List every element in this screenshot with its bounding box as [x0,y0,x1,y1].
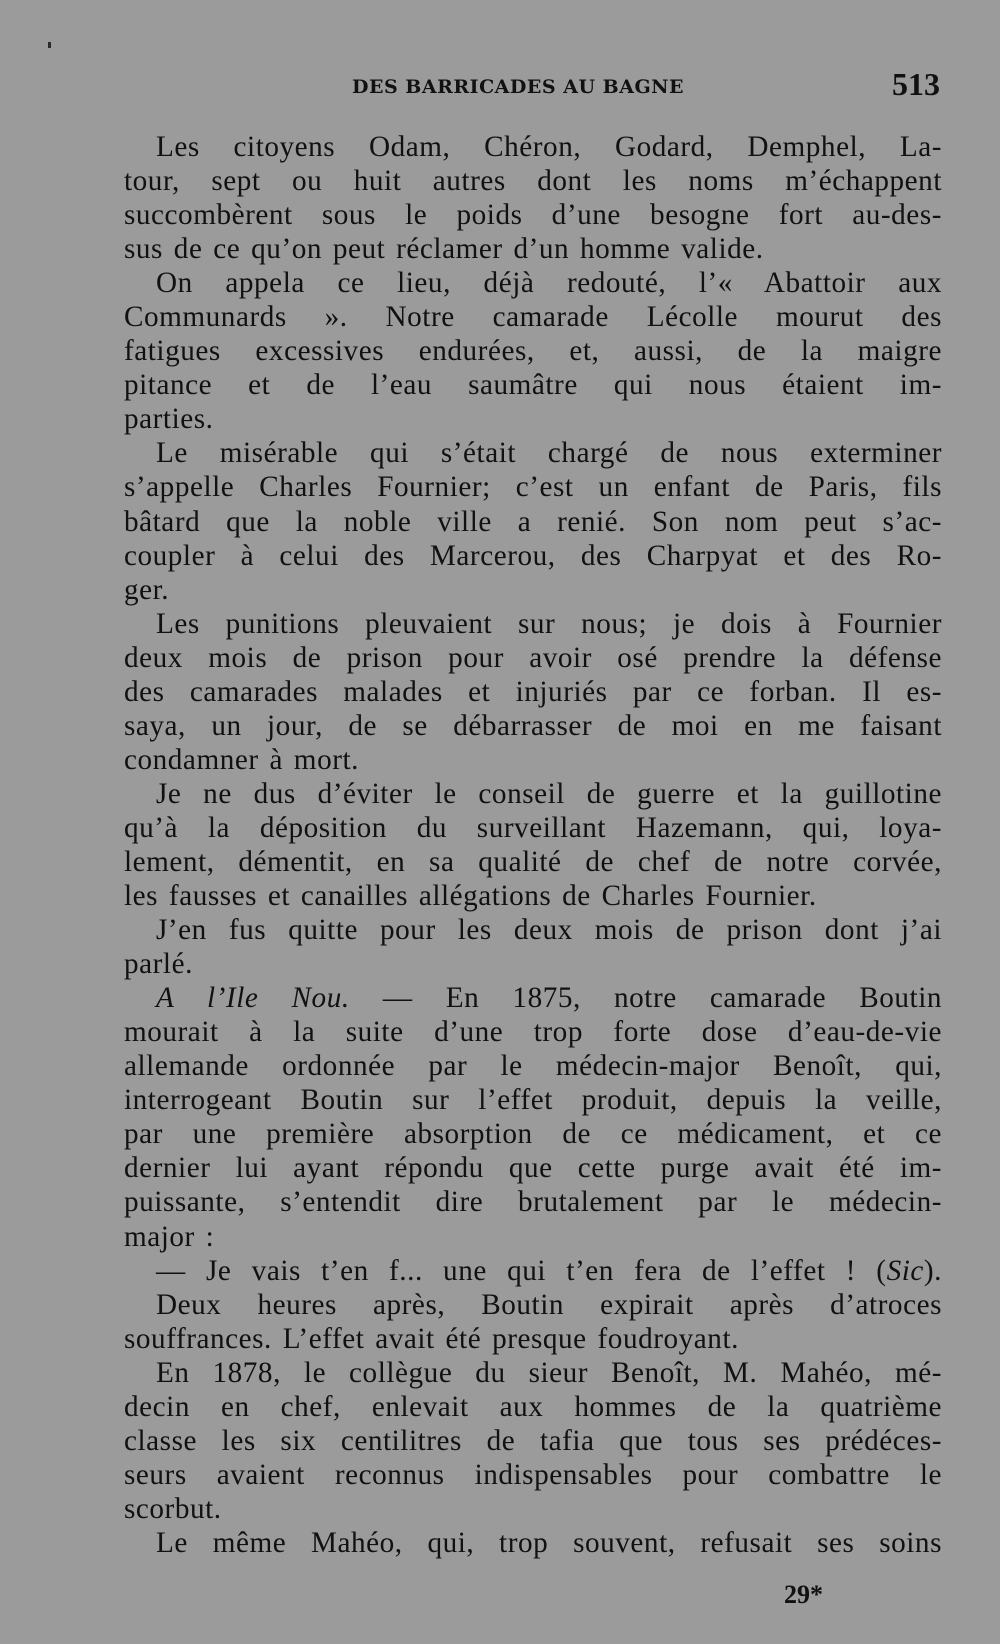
running-title: DES BARRICADES AU BAGNE [352,76,685,98]
line-text: J’en fus quitte pour les deux mois de prison dont j’ai [156,914,942,947]
line-text: Le misérable qui s’était chargé de nous exterminer [156,437,942,470]
line-text: pitance et de l’eau saumâtre qui nous étaient im- [124,369,942,402]
line-text: decin en chef, enlevait aux hommes de la quatrième [124,1390,942,1423]
margin-speck [48,42,51,48]
line-text: des camarades malades et injuriés par ce forban. Il es- [124,675,942,708]
line-text: succombèrent sous le poids d’une besogne fort au-des- [124,199,942,232]
text-line [124,913,942,947]
text-line [124,573,942,607]
text-line [124,505,942,539]
text-line [124,981,942,1015]
line-text: En 1878, le collègue du sieur Benoît, M. Mahéo, mé- [156,1356,942,1389]
text-line [124,1083,942,1117]
text-line [124,1390,942,1424]
text-line [124,743,942,777]
line-text: saya, un jour, de se débarrasser de moi en me faisant [124,709,942,742]
body-text [124,130,942,1560]
text-line [124,607,942,641]
line-text: deux mois de prison pour avoir osé prendre la défense [124,641,942,674]
line-text: parlé. [124,948,193,981]
line-text: condamner à mort. [124,743,359,776]
line-text: On appela ce lieu, déjà redouté, l’« Abattoir aux [156,267,942,300]
page-number: 513 [892,66,940,102]
text-line [124,436,942,470]
line-text: Communards ». Notre camarade Lécolle mourut des [124,301,942,334]
text-line [124,947,942,981]
line-text: sus de ce qu’on peut réclamer d’un homme valide. [124,233,764,266]
text-line [124,811,942,845]
text-line [124,675,942,709]
text-line [124,1458,942,1492]
line-text: allemande ordonnée par le médecin-major Benoît, qui, [124,1050,942,1083]
text-line [124,130,942,164]
text-line [124,198,942,232]
running-head [120,66,940,106]
line-text: interrogeant Boutin sur l’effet produit, depuis la veille, [124,1084,942,1117]
text-line [124,164,942,198]
text-line [124,1220,942,1254]
text-line [124,879,942,913]
text-line [124,1151,942,1185]
line-text: major : [124,1220,215,1253]
line-text: — En 1875, notre camarade Boutin [349,982,942,1015]
text-line [124,1185,942,1219]
line-text: tour, sept ou huit autres dont les noms m’échappent [124,165,942,198]
line-text: Le même Mahéo, qui, trop souvent, refusait ses soins [156,1526,942,1559]
line-text: bâtard que la noble ville a renié. Son nom peut s’ac- [124,505,942,538]
line-text: Deux heures après, Boutin expirait après d’atroces [156,1288,942,1321]
line-text: seurs avaient reconnus indispensables pour combattre le [124,1458,942,1491]
line-text: qu’à la déposition du surveillant Hazemann, qui, loya- [124,811,942,844]
text-line [124,641,942,675]
text-line [124,1356,942,1390]
line-text: les fausses et canailles allégations de Charles Fournier. [124,880,817,913]
text-line [124,368,942,402]
line-text: Les punitions pleuvaient sur nous; je dois à Fournier [156,607,942,640]
text-line [124,334,942,368]
line-text: parties. [124,403,214,436]
line-text: coupler à celui des Marcerou, des Charpyat et des Ro- [124,539,942,572]
text-line [124,300,942,334]
line-text: Les citoyens Odam, Chéron, Godard, Demphel, La- [156,131,942,163]
line-text: — Je vais t’en f... une qui t’en fera de l’effet ! ( [156,1254,887,1287]
line-tail: ). [923,1254,942,1287]
text-line [124,1424,942,1458]
line-text: puissante, s’entendit dire brutalement par le médecin- [124,1186,942,1219]
text-line [124,1015,942,1049]
line-text: ger. [124,573,170,606]
text-line [124,1492,942,1526]
text-line [124,1526,942,1560]
text-line [124,1254,942,1288]
line-text: lement, démentit, en sa qualité de chef de notre corvée, [124,845,942,878]
line-text: Je ne dus d’éviter le conseil de guerre et la guillotine [156,777,942,810]
text-line [124,709,942,743]
text-line [124,470,942,504]
line-text: souffrances. L’effet avait été presque foudroyant. [124,1322,739,1355]
line-text: fatigues excessives endurées, et, aussi, de la maigre [124,335,942,368]
line-text: s’appelle Charles Fournier; c’est un enfant de Paris, fils [124,471,942,504]
signature-mark: 29* [784,1580,823,1609]
text-line [124,266,942,300]
line-text: classe les six centilitres de tafia que tous ses prédéces- [124,1424,942,1457]
text-line [124,1049,942,1083]
line-text: scorbut. [124,1492,222,1525]
line-text: dernier lui ayant répondu que cette purge avait été im- [124,1152,942,1185]
text-line [124,845,942,879]
line-text: mourait à la suite d’une trop forte dose d’eau-de-vie [124,1016,942,1049]
text-line [124,1117,942,1151]
text-line [124,539,942,573]
text-line [124,1288,942,1322]
text-line [124,1322,942,1356]
text-line [124,232,942,266]
text-line [124,402,942,436]
section-heading: A l’Ile Nou. [156,982,350,1015]
sic-mark: Sic [886,1254,924,1287]
text-line [124,777,942,811]
line-text: par une première absorption de ce médicament, et ce [124,1118,942,1151]
